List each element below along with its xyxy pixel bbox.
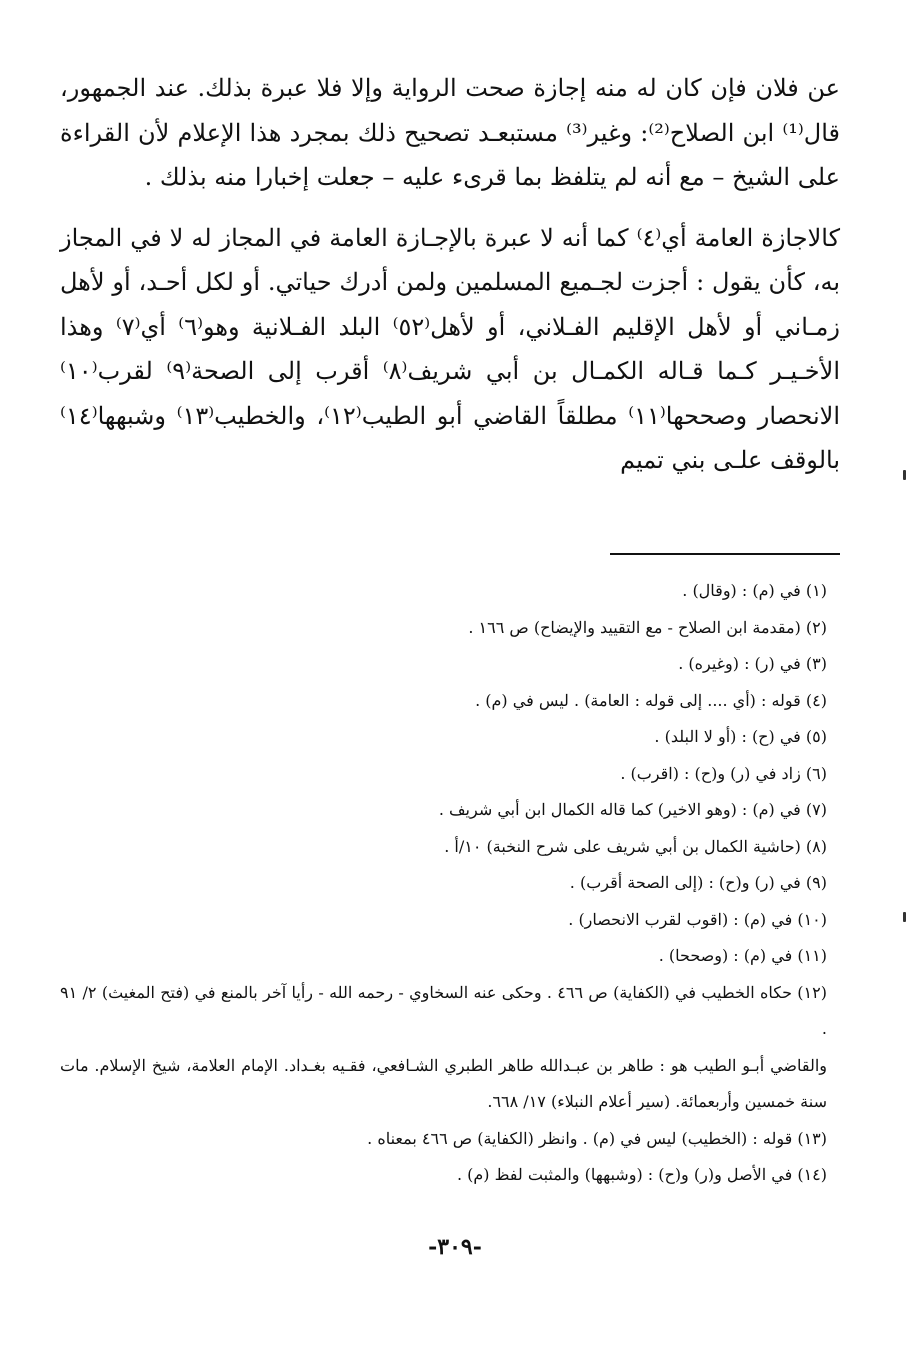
main-paragraph-2: كالاجازة العامة أي⁽٤⁾ كما أنه لا عبرة بالإجـازة العامة في المجاز له لا في المجاز به، كأن يقول : أجزت لجـميع المسلمين ولمن أدرك حياتي. أو لكل أحـد، أو لأهل زمـاني أو لأهل الإقليم الفـلاني، أو لأهل⁽٥٢⁾ البلد الفـلانية وهو⁽٦⁾ أي⁽٧⁾ وهذا الأخـيـر كـما قـاله الكمـال بن أبي شريف⁽٨⁾ أقرب إلى الصحة⁽٩⁾ لقرب⁽١٠⁾ الانحصار وصححها⁽١١⁾ مطلقاً القاضي أبو الطيب⁽١٢⁾، والخطيب⁽١٣⁾ وشبهها⁽١٤⁾ بالوقف علـى بني تميم (60, 223, 841, 474)
footnote-7: (٧) في (م) : (وهو الاخير) كما قاله الكمال ابن أبي شريف . (438, 800, 827, 819)
footnote-3: (٣) في (ر) : (وغيره) . (678, 654, 827, 673)
footnote-14: (١٤) في الأصل و(ر) و(ح) : (وشبهها) والمثبت لفظ (م) . (456, 1165, 827, 1184)
footnote-6: (٦) زاد في (ر) و(ح) : (اقرب) . (620, 763, 827, 783)
main-text-block (60, 66, 840, 483)
footnote-12: (١٢) حكاه الخطيب في (الكفاية) ص ٤٦٦ . وحكى عنه السخاوي - رحمه الله - رأيا آخر بالمنع في (فتح المغيث) ٢/ ٩١ . (60, 982, 827, 1038)
footnote-separator (610, 553, 840, 555)
footnote-4: (٤) قوله : (أي .... إلى قوله : العامة) . ليس في (م) . (475, 690, 827, 710)
footnote-1: (١) في (م) : (وقال) . (682, 581, 827, 600)
scan-edge-mark (903, 912, 906, 922)
scan-edge-mark (903, 470, 906, 480)
main-paragraph-1: عن فلان فإن كان له منه إجازة صحت الرواية وإلا فلا عبرة بذلك. عند الجمهور، قال⁽¹⁾ ابن الصلاح⁽²⁾: وغير⁽³⁾ مستبعـد تصحيح ذلك بمجرد هذا الإعلام لأن القراءة على الشيخ – مع أنه لم يتلفظ بما قرىء عليه – جعلت إخبارا منه بذلك . (60, 74, 840, 191)
footnote-11: (١١) في (م) : (وصححا) . (658, 946, 827, 965)
page-number: -٣٠٩- (428, 1234, 482, 1260)
footnote-2: (٢) (مقدمة ابن الصلاح - مع التقييد والإيضاح) ص ١٦٦ . (468, 617, 827, 637)
footnote-8: (٨) (حاشية الكمال بن أبي شريف على شرح النخبة) ١٠/أ . (444, 836, 827, 856)
footnote-9: (٩) في (ر) و(ح) : (إلى الصحة أقرب) . (569, 873, 827, 892)
paragraph-spacer (60, 200, 840, 216)
footnotes-block (60, 573, 835, 1194)
footnote-5: (٥) في (ح) : (أو لا البلد) . (654, 727, 827, 746)
footnote-12-continuation: والقاضي أبـو الطيب هو : طاهر بن عبـدالله طاهر الطبري الشـافعي، فقـيه بغـداد. الإمام العلامة، شيخ الإسلام. مات سنة خمسين وأربعمائة. (سير أعلام النبلاء) ١٧/ ٦٦٨. (60, 1055, 827, 1111)
footnote-13: (١٣) قوله : (الخطيب) ليس في (م) . وانظر (الكفاية) ص ٤٦٦ بمعناه . (367, 1128, 827, 1148)
footnote-10: (١٠) في (م) : (اقوب لقرب الانحصار) . (568, 909, 827, 929)
